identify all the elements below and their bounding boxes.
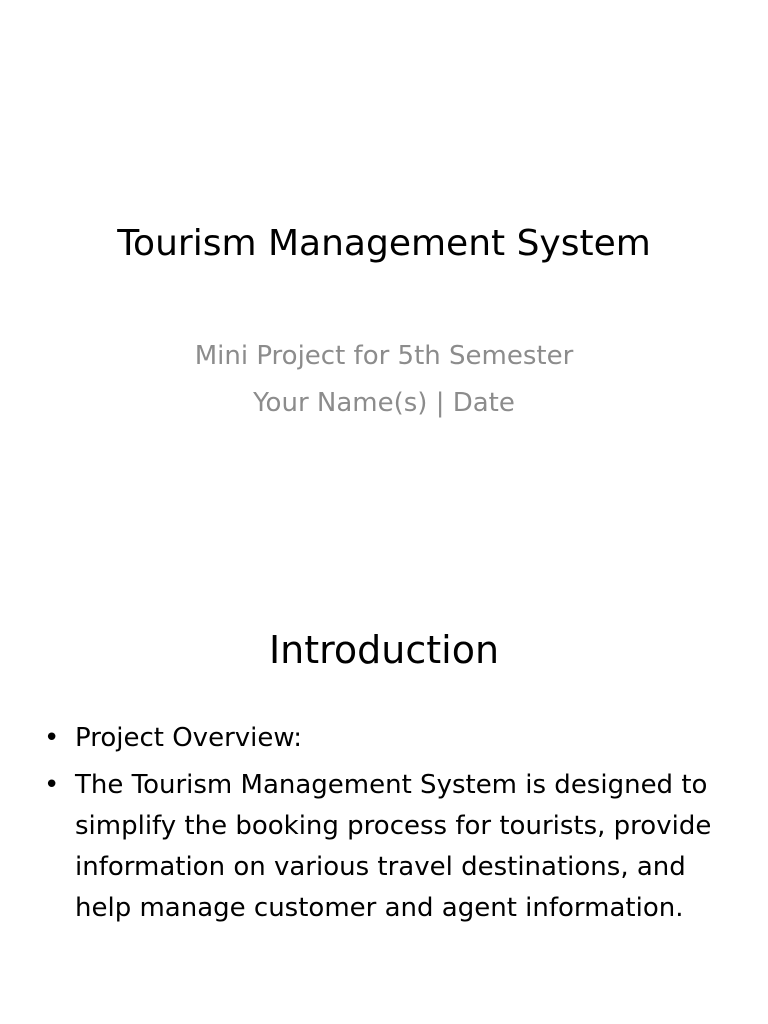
- slide-title: Tourism Management System: [117, 223, 651, 264]
- slide-subtitle: [0, 333, 768, 427]
- bullet-list: [44, 718, 724, 935]
- list-item: [44, 718, 724, 759]
- subtitle-line: Mini Project for 5th Semester: [194, 341, 574, 371]
- bullet-icon: •: [44, 723, 60, 753]
- list-item-text: The Tourism Management System is designed to simplify the booking process for tourists, provide information on various travel destinations, and help manage customer and agent information.: [75, 770, 712, 923]
- introduction-slide: [0, 512, 768, 1024]
- list-item-text: Project Overview:: [75, 723, 302, 753]
- list-item: [44, 765, 724, 929]
- slide-title: Introduction: [268, 628, 500, 672]
- subtitle-line: Your Name(s) | Date: [253, 388, 515, 418]
- bullet-icon: •: [44, 770, 60, 800]
